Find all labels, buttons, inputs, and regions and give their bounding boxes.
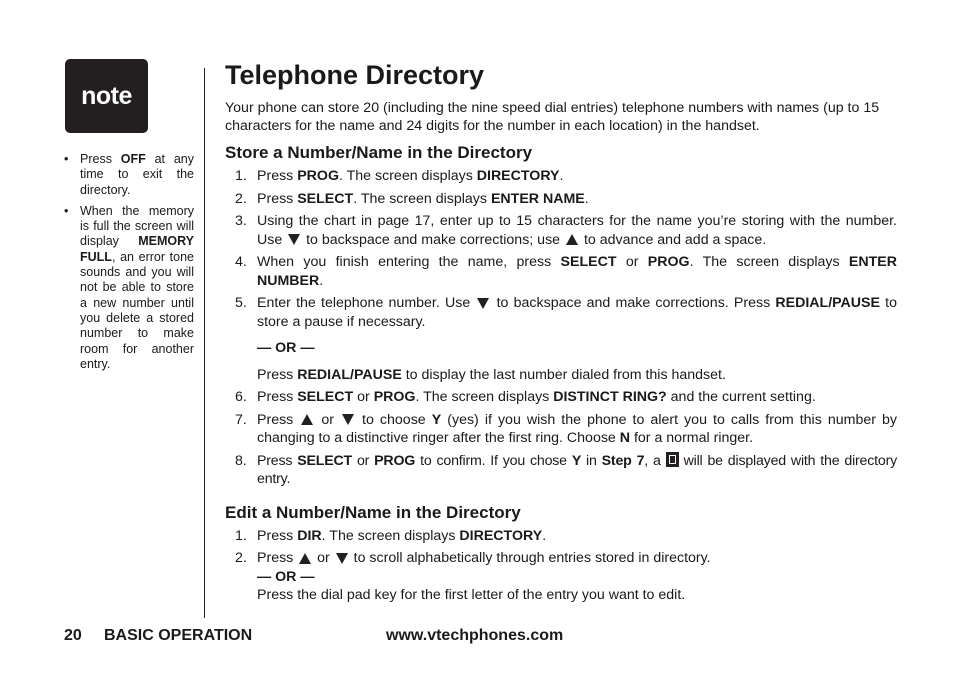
page-title: Telephone Directory: [225, 60, 485, 90]
directory-entry-icon: [666, 452, 679, 467]
up-arrow-icon: [299, 553, 311, 564]
step-item: 5. Enter the telephone number. Use to backspace and make corrections. Press REDIAL/PAUSE to store a pause if necessary. — OR — Press REDIAL/PAUSE to display the last number dialed from this handset.: [235, 295, 897, 383]
step-item: 4. When you finish entering the name, press SELECT or PROG. The screen displays ENTER NUMBER.: [235, 254, 897, 289]
or-separator: — OR —: [257, 568, 315, 585]
note-label: note: [81, 81, 132, 110]
down-arrow-icon: [336, 553, 348, 564]
step-item: 3. Using the chart in page 17, enter up to 15 characters for the name you’re storing with the number. Use to backspace and make corrections; use to advance and add a space.: [235, 213, 897, 248]
edit-steps: [225, 527, 897, 605]
sidebar-notes: [64, 152, 194, 378]
step-item: 1. Press PROG. The screen displays DIRECTORY.: [235, 168, 564, 184]
step-item: 6. Press SELECT or PROG. The screen displays DISTINCT RING? and the current setting.: [235, 389, 816, 405]
down-arrow-icon: [477, 298, 489, 309]
step-item: 2. Press SELECT. The screen displays ENTER NAME.: [235, 190, 589, 207]
edit-heading: Edit a Number/Name in the Directory: [225, 502, 521, 522]
note-list: [64, 152, 194, 372]
up-arrow-icon: [566, 234, 578, 245]
store-steps: [225, 167, 897, 489]
website-link[interactable]: www.vtechphones.com: [386, 627, 564, 644]
store-heading: Store a Number/Name in the Directory: [225, 143, 533, 162]
step-item: 2. Press or to scroll alphabetically through entries stored in directory. — OR — Press the dial pad key for the first letter of the entry you want to edit.: [225, 549, 897, 605]
or-separator: — OR —: [257, 340, 315, 356]
up-arrow-icon: [301, 414, 313, 425]
step-item: 8. Press SELECT or PROG to confirm. If you chose Y in Step 7, a will be displayed with the directory entry.: [235, 452, 897, 487]
page-number: 20: [64, 627, 82, 644]
step-item: 1. Press DIR. The screen displays DIRECTORY.: [235, 527, 547, 544]
down-arrow-icon: [342, 414, 354, 425]
section-label: BASIC OPERATION: [104, 627, 253, 644]
main-content: [225, 60, 897, 609]
down-arrow-icon: [288, 234, 300, 245]
note-badge: [65, 59, 148, 133]
column-divider: [204, 68, 205, 618]
note-item: • When the memory is full the screen will display MEMORY FULL, an error tone sounds and you will not be able to store a new number until you delete a stored number to make room for another entry.: [64, 204, 194, 372]
note-item: • Press OFF at any time to exit the directory.: [64, 152, 194, 198]
step-item: 7. Press or to choose Y (yes) if you wish the phone to alert you to calls from this number by changing to a distinctive ringer after the first ring. Choose N for a normal ringer.: [235, 411, 897, 446]
intro-paragraph: Your phone can store 20 (including the nine speed dial entries) telephone numbers with names (up to 15 characters for the name and 24 digits for the number in each location) in the handset.: [225, 100, 880, 134]
